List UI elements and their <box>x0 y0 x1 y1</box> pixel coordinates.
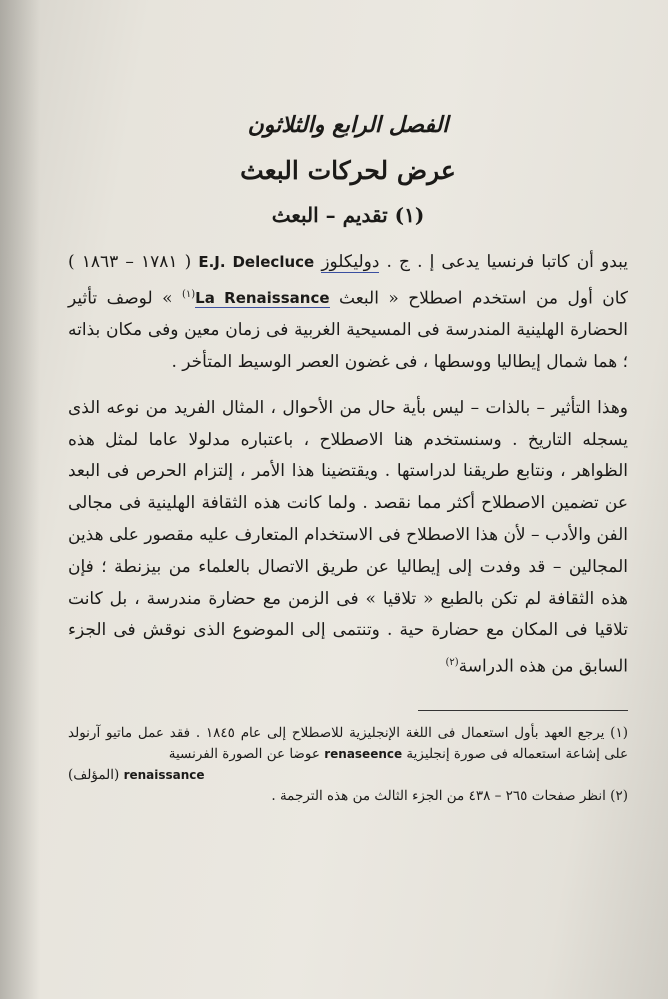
section-title: (١) تقديم – البعث <box>271 203 425 227</box>
author-name-latin: E.J. Delecluce <box>198 253 315 271</box>
footnote-1-latin-2: renaissance <box>123 767 205 782</box>
footnote-1-author: (المؤلف) <box>68 766 120 783</box>
paragraph-1-part-b: ( ١٧٨١ – ١٨٦٣ ) كان أول من استخدم اصطلاح « البعث <box>68 252 629 309</box>
footnote-ref-1: (١) <box>181 288 196 300</box>
footnote-divider <box>418 710 628 711</box>
chapter-title: عرض لحركات البعث <box>240 156 456 185</box>
paragraph-1 <box>68 247 628 379</box>
author-name-arabic: دوليكلوز <box>321 252 380 272</box>
footnote-ref-2: (٢) <box>445 657 459 669</box>
paragraph-2 <box>68 393 628 684</box>
footnote-1-line-end <box>68 765 628 786</box>
page-gutter-shadow <box>0 0 40 999</box>
footnote-1 <box>68 723 628 765</box>
page-content <box>68 98 628 807</box>
paragraph-2-text: وهذا التأثير – بالذات – ليس بأية حال من الأحوال ، المثال الفريد من نوعه الذى يسجله التاريخ . وسنستخدم هنا الاصطلاح ، باعتباره مدلولا عاما لمثل هذه الظواهر ، ونتابع طريقنا لدراستها . ويقتضينا هذا الأمر ، إلتزام الحرص فى البعد عن تضمين الاصطلاح أكثر مما نقصد . ولما كانت هذه الثقافة الهلينية فى مجالى الفن والأدب – لأن هذا الاصطلاح فى الاستخدام المتعارف عليه مقصور على هذين المجالين – قد وفدت إلى إيطاليا عن طريق الاتصال بالعلماء من بيزنطة ؛ فإن هذه الثقافة لم تكن بالطبع « تلاقيا » فى الزمن مع حضارة مندرسة ، بل كانت تلاقيا فى المكان مع حضارة حية . وتنتمى إلى الموضوع الذى نوقش فى الجزء السابق من هذه الدراسة <box>68 397 628 677</box>
term-latin: La Renaissance <box>195 289 330 308</box>
paragraph-1-part-c: » لوصف تأثير الحضارة الهلينية المندرسة فى المسيحية الغربية فى زمان معين وفى مكان بذاته ؛ هما شمال إيطاليا ووسطها ، فى غضون العصر الوسيط المتأخر . <box>68 288 628 373</box>
chapter-heading: الفصل الرابع والثلاثون <box>247 112 449 138</box>
footnote-1-latin-1: renaseence <box>324 746 403 761</box>
paragraph-1-part-a: يبدو أن كاتبا فرنسيا يدعى إ . ج . <box>379 252 628 272</box>
footnote-1-part-a: (١) يرجع العهد بأول استعمال فى اللغة الإنجليزية للاصطلاح إلى عام ١٨٤٥ . فقد عمل ماتيو آرنولد على إشاعة استعماله فى صورة إنجليزية <box>68 724 628 762</box>
footnote-1-part-b: عوضا عن الصورة الفرنسية <box>168 745 325 762</box>
footnote-2: (٢) انظر صفحات ٢٦٥ – ٤٣٨ من الجزء الثالث من هذه الترجمة . <box>271 787 628 804</box>
